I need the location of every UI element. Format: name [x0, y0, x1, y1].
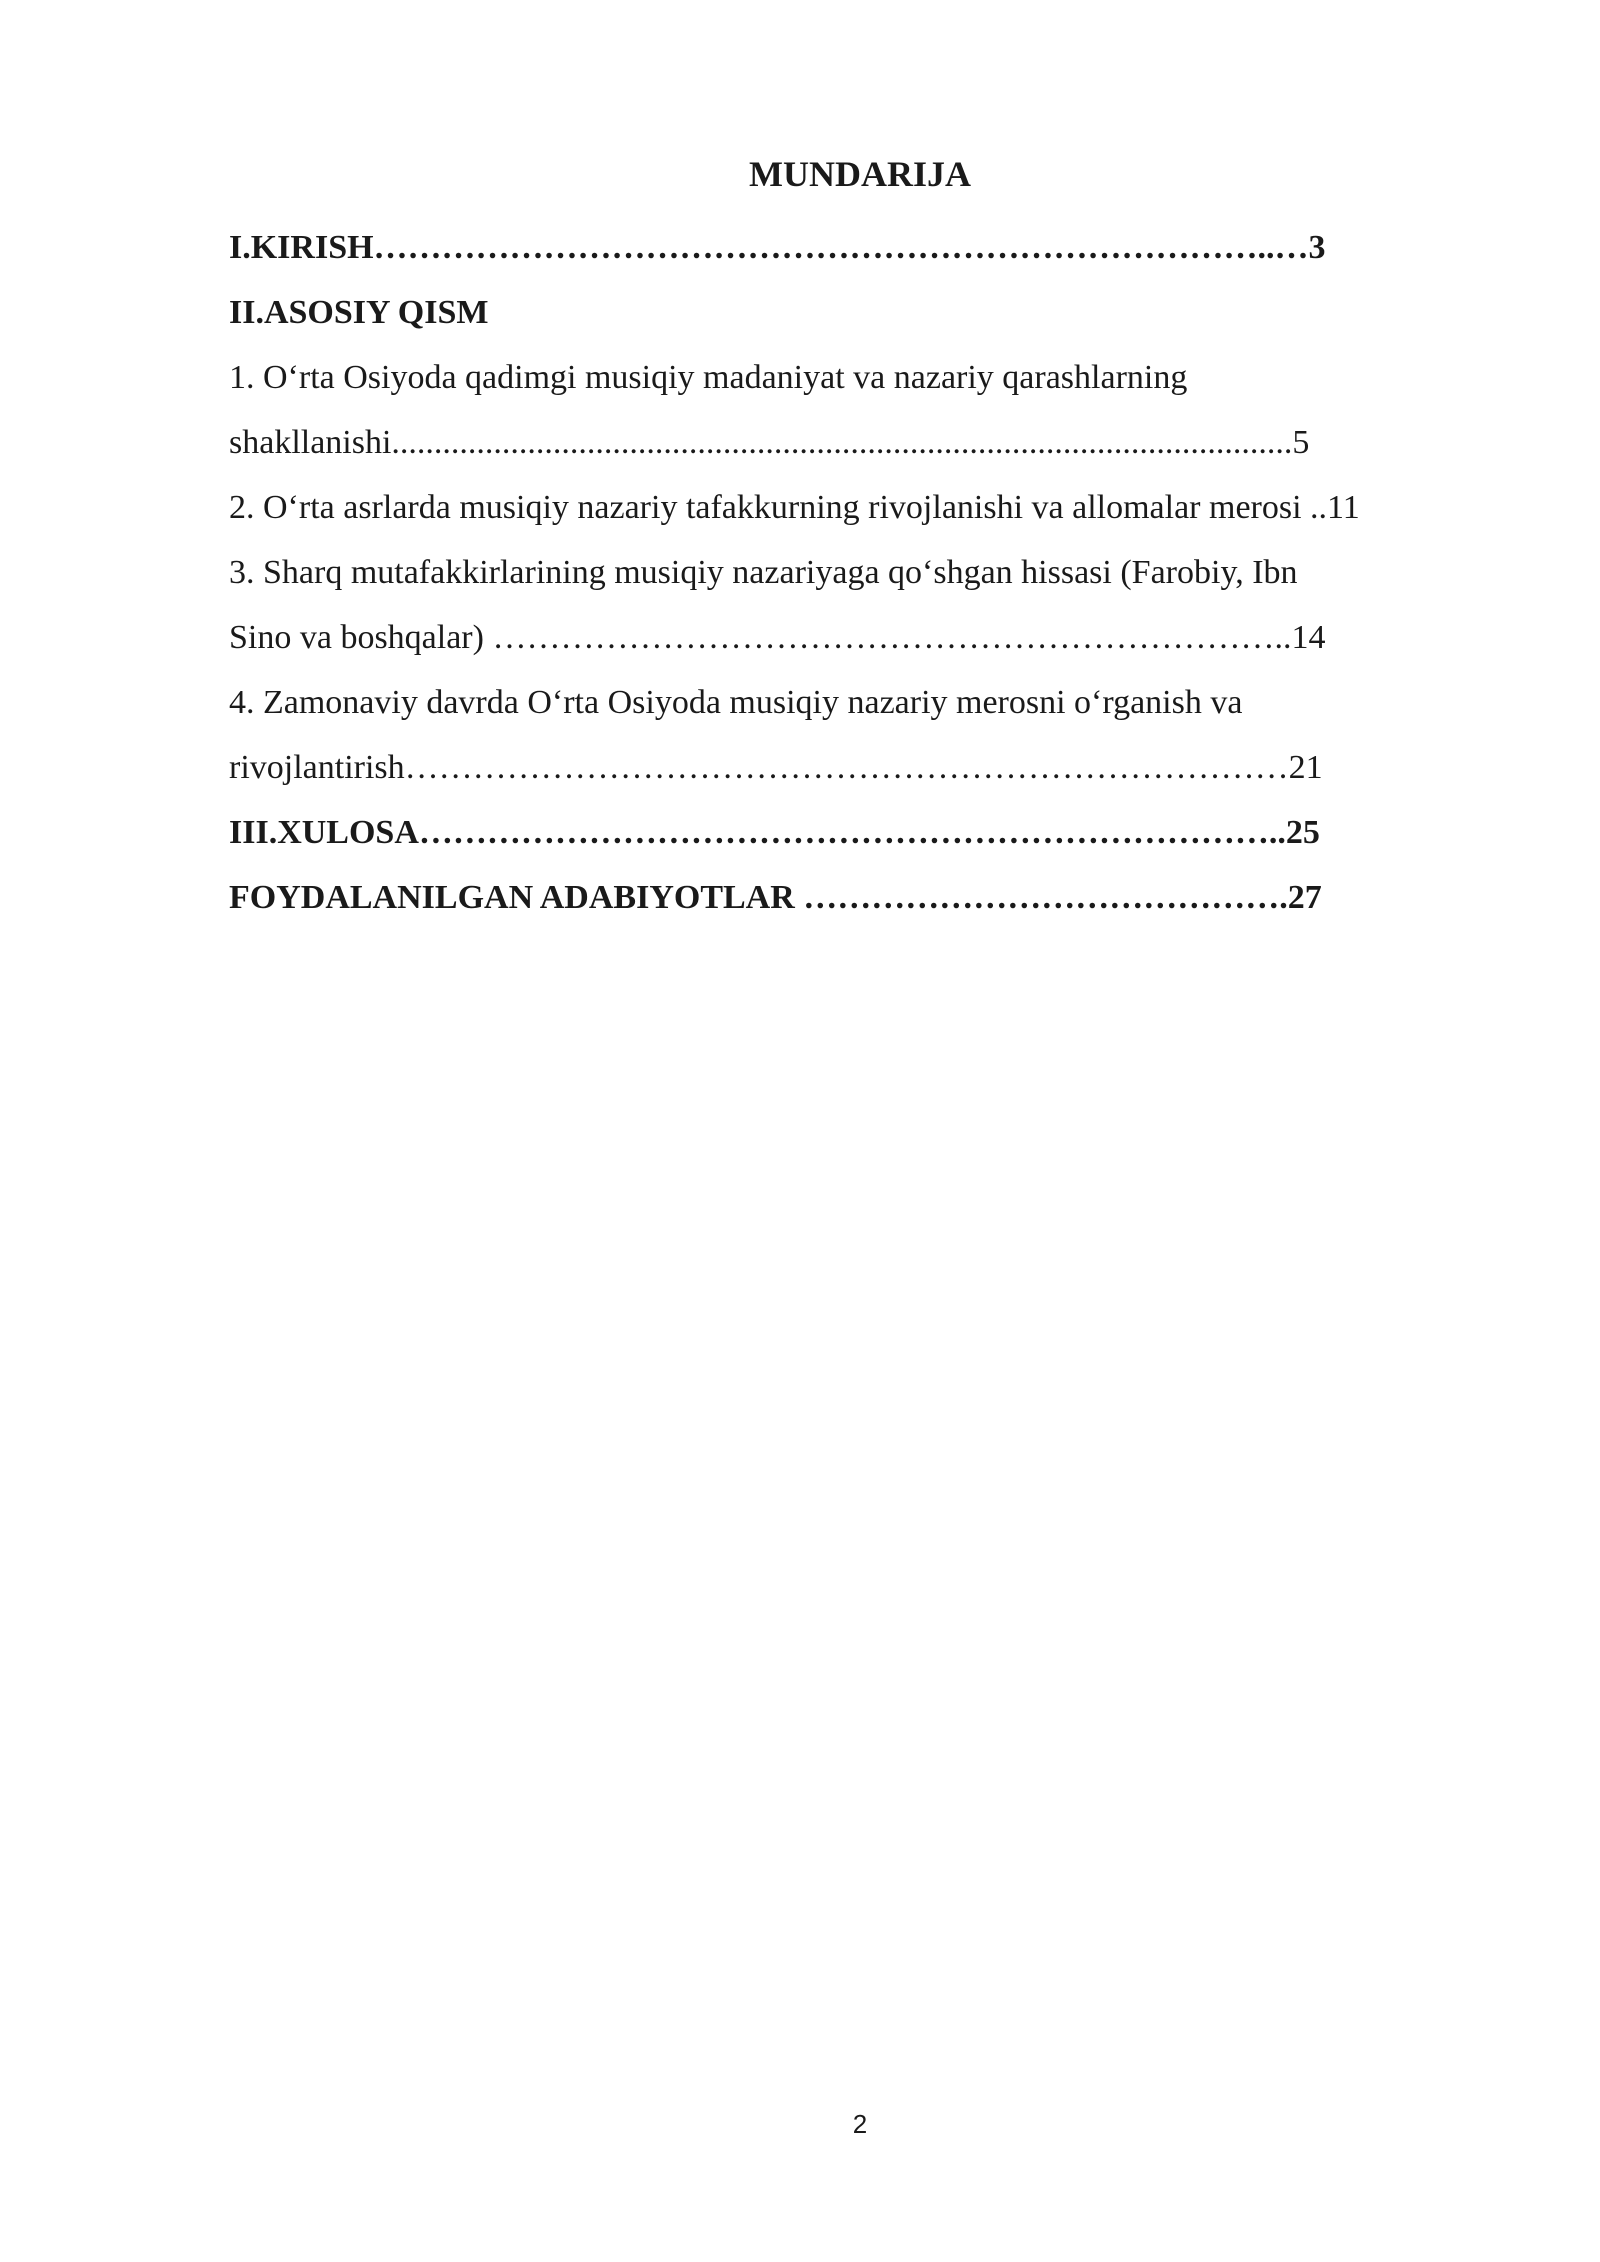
- toc-entry-kirish: I.KIRISH……………………………………………………………………..…3: [229, 229, 1326, 266]
- toc-entry-section-1-line-1: 1. O‘rta Osiyoda qadimgi musiqiy madaniyat va nazariy qarashlarning: [229, 359, 1188, 396]
- toc-entry-section-4-line-2: rivojlantirish……………………………………………………………………21: [229, 749, 1323, 786]
- toc-entry-asosiy-qism: II.ASOSIY QISM: [229, 294, 489, 331]
- toc-entry-section-3-line-2: Sino va boshqalar) ……………………………………………………………..14: [229, 619, 1326, 656]
- toc-entry-adabiyotlar: FOYDALANILGAN ADABIYOTLAR …………………………………….27: [229, 879, 1322, 916]
- toc-entry-section-3-line-1: 3. Sharq mutafakkirlarining musiqiy nazariyaga qo‘shgan hissasi (Farobiy, Ibn: [229, 554, 1298, 591]
- toc-entry-section-1-line-2: shakllanishi..........................................................................................................5: [229, 424, 1310, 461]
- toc-entry-section-2: 2. O‘rta asrlarda musiqiy nazariy tafakkurning rivojlanishi va allomalar merosi ..11: [229, 489, 1360, 526]
- toc-entry-xulosa: III.XULOSA…………………………………………………………………..25: [229, 814, 1320, 851]
- toc-title: MUNDARIJA: [749, 154, 971, 194]
- table-of-contents: [229, 215, 1491, 930]
- toc-entry-section-4-line-1: 4. Zamonaviy davrda O‘rta Osiyoda musiqiy nazariy merosni o‘rganish va: [229, 684, 1243, 721]
- page-number: 2: [852, 2109, 868, 2139]
